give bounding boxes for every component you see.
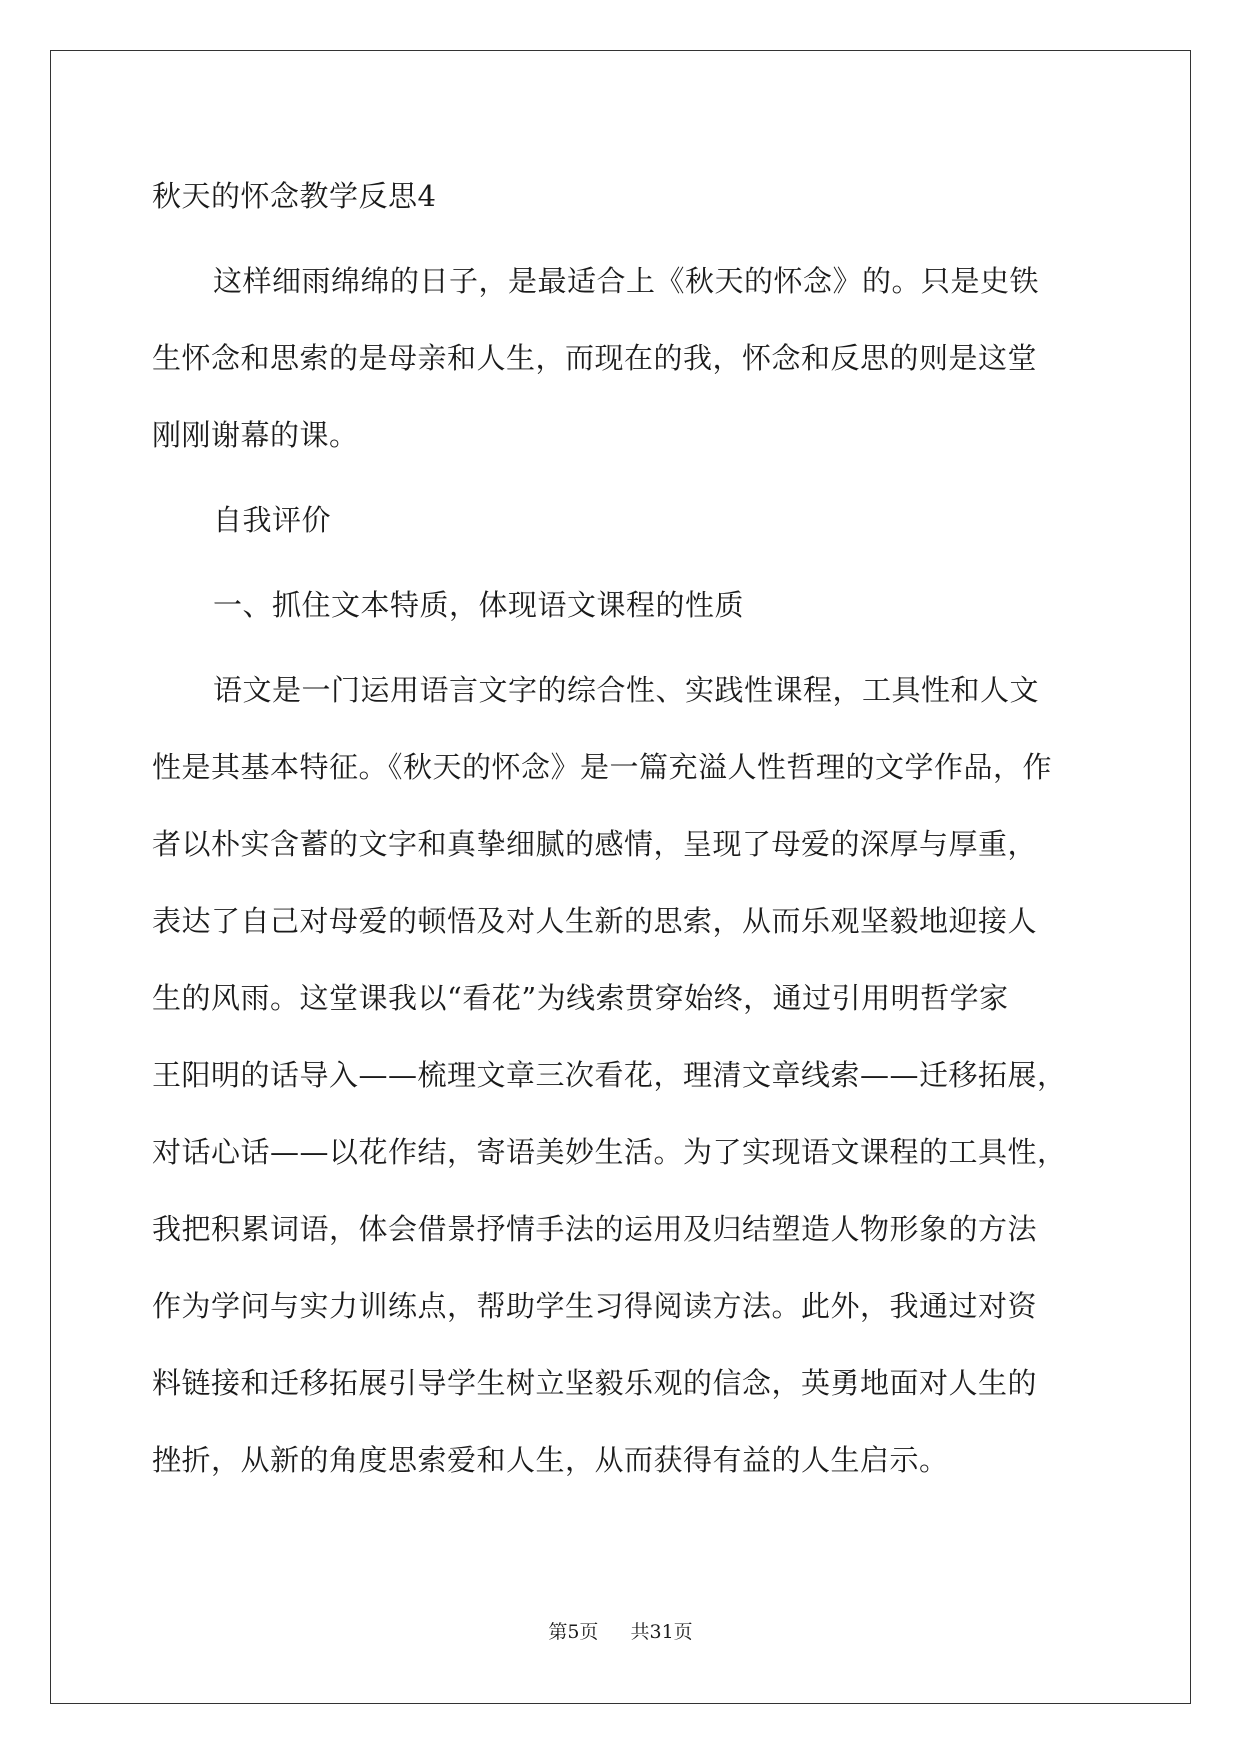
page-footer: [0, 1617, 1241, 1644]
paragraph-line: 表达了自己对母爱的顿悟及对人生新的思索，从而乐观坚毅地迎接人: [152, 904, 1038, 938]
paragraph-intro: [152, 243, 1092, 474]
paragraph-line: 性是其基本特征。《秋天的怀念》是一篇充溢人性哲理的文学作品，作: [152, 750, 1053, 784]
section-heading: [152, 482, 1092, 559]
paragraph-line: 语文是一门运用语言文字的综合性、实践性课程，工具性和人文: [213, 673, 1040, 707]
paragraph-body: [152, 652, 1092, 1499]
paragraph-line: 生的风雨。这堂课我以“看花”为线索贯穿始终，通过引用明哲学家: [152, 981, 1009, 1015]
paragraph-line: 挫折，从新的角度思索爱和人生，从而获得有益的人生启示。: [152, 1443, 949, 1477]
paragraph-line: 作为学问与实力训练点，帮助学生习得阅读方法。此外，我通过对资: [152, 1289, 1038, 1323]
paragraph-line: 料链接和迁移拓展引导学生树立坚毅乐观的信念，英勇地面对人生的: [152, 1366, 1038, 1400]
heading-self-evaluation: 自我评价: [213, 503, 332, 537]
document-title: 秋天的怀念教学反思4: [152, 179, 437, 213]
page-number: 第5页: [548, 1621, 599, 1643]
paragraph-line: 这样细雨绵绵的日子，是最适合上《秋天的怀念》的。只是史铁: [213, 264, 1040, 298]
subsection-heading: [152, 567, 1092, 644]
paragraph-line: 者以朴实含蓄的文字和真挚细腻的感情，呈现了母爱的深厚与厚重，: [152, 827, 1038, 861]
paragraph-line: 对话心话——以花作结，寄语美妙生活。为了实现语文课程的工具性，: [152, 1135, 1067, 1169]
paragraph-line: 刚刚谢幕的课。: [152, 418, 359, 452]
paragraph-line: 王阳明的话导入——梳理文章三次看花，理清文章线索——迁移拓展，: [152, 1058, 1067, 1092]
document-body: [152, 158, 1092, 1499]
heading-point-one: 一、抓住文本特质，体现语文课程的性质: [213, 588, 745, 622]
paragraph-line: 生怀念和思索的是母亲和人生，而现在的我，怀念和反思的则是这堂: [152, 341, 1038, 375]
total-pages: 共31页: [630, 1621, 693, 1643]
paragraph-line: 我把积累词语，体会借景抒情手法的运用及归结塑造人物形象的方法: [152, 1212, 1038, 1246]
